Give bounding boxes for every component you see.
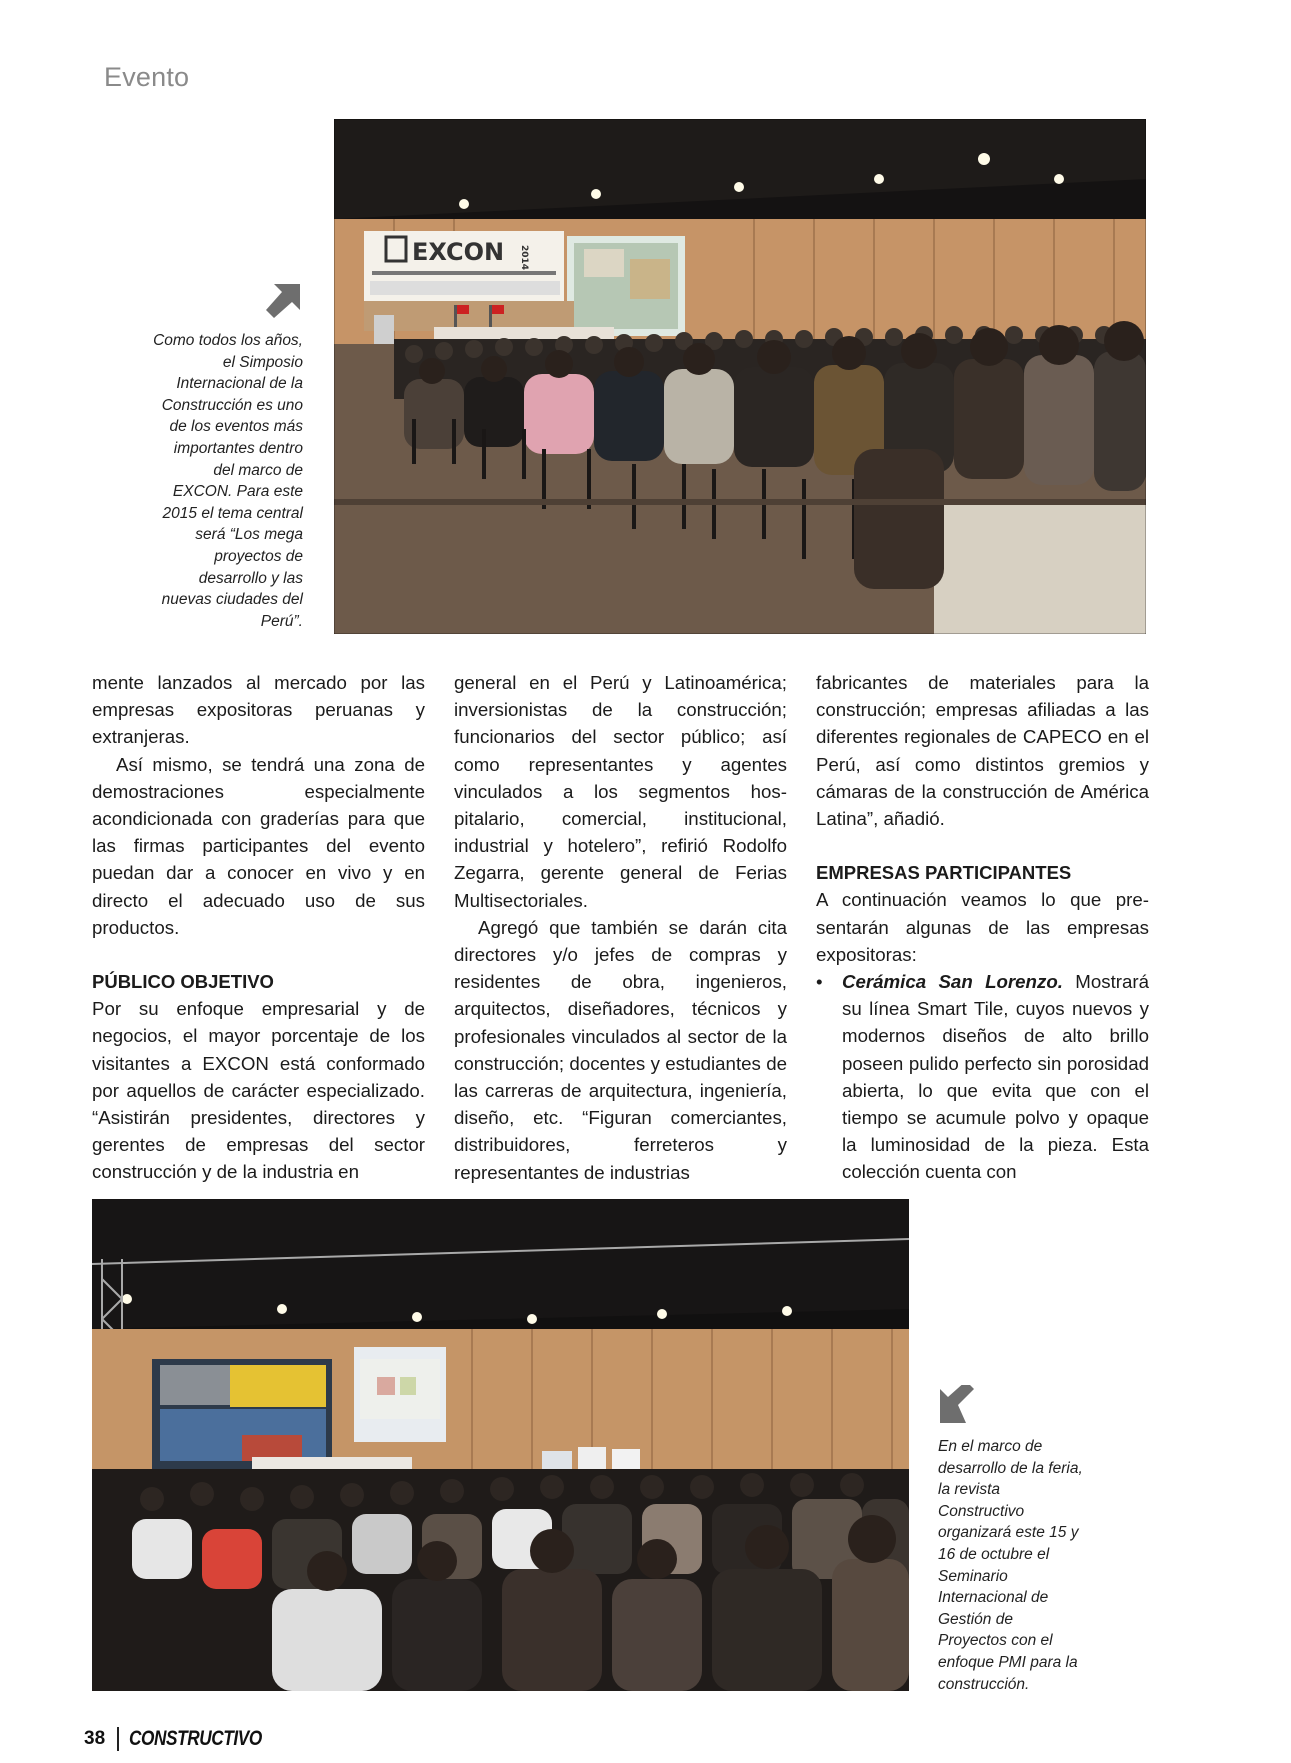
article-column-2 [454,669,787,1186]
paragraph: general en el Perú y Latinoamérica; inversionistas de la construcción; funcionarios del sector público; así como representantes y agentes vinculados a los segmentos hospitalario, comercial, institucional, industrial y hotelero”, refirió Rodolfo Zegarra, gerente general de Ferias Multisectoriales. [454,672,787,911]
paragraph: Agregó que también se darán cita directores y/o jefes de compras y residentes de obra, ingenieros, arquitectos, diseñadores, técnicos y profesionales vinculados al sector de la construcción; docentes y estudiantes de las carreras de arquitectura, ingeniería, diseño, etc. “Figuran comerciantes, distribuidores, ferreteros y representantes de industrias [454,916,787,1183]
article-column-1 [92,669,425,1186]
article-column-3 [816,669,1149,1186]
paragraph: Así mismo, se tendrá una zona de demostraciones especialmente acondicionada con graderías para que las firmas participantes del evento puedan dar a conocer en vivo y en directo el adecuado uso de sus productos. [92,753,425,938]
paragraph: mente lanzados al mercado por las empresas expositoras peruanas y extranjeras. [92,672,425,748]
banner-year-text: 2014 [519,245,529,271]
bullet-symbol: • [816,971,823,993]
section-label: Evento [104,62,190,92]
banner-excon-text: EXCON [412,238,505,266]
paragraph: A continuación veamos lo que presentarán algunas de las empresas expositoras: [816,889,1149,965]
paragraph: Por su enfoque empresarial y de negocios, el mayor porcentaje de los visitantes a EXCON está conformado por aquellos de carácter especializado. “Asistirán presidentes, directores y gerentes de empresas del sector construcción y de la industria en [92,998,425,1183]
paragraph: fabricantes de materiales para la construcción; empresas afiliadas a las diferentes regionales de CAPECO en el Perú, así como distintos gremios y cámaras de la construcción de América Latina”, añadió. [816,672,1149,830]
page-number: 38 [84,1728,106,1749]
magazine-name: CONSTRUCTIVO [128,1727,262,1750]
photo-top-caption: Como todos los años, el Simposio Internacional de la Construcción es uno de los eventos más importantes dentro del marco de EXCON. Para este 2015 el tema central será “Los mega proyectos de desarrollo y las nuevas ciudades del Perú”. [153,332,303,630]
heading-publico-objetivo: PÚBLICO OBJETIVO [92,971,274,993]
page-footer [84,1724,291,1754]
heading-empresas-participantes: EMPRESAS PARTICIPANTES [816,862,1072,884]
conference-photo-bottom [92,1199,909,1691]
bullet-text [842,968,1149,1186]
seminar-audience-illustration [92,1199,909,1691]
company-name: Cerámica San Lorenzo. [842,971,1063,993]
bullet-item-ceramica-san-lorenzo [816,968,1149,1186]
symposium-audience-illustration [334,119,1146,634]
bullet-body: Mostrará su línea Smart Tile, cuyos nuevos y modernos diseños de alto brillo poseen pulido perfecto sin porosidad abierta, lo que evita que con el tiempo se acumule polvo y opaque la luminosidad de la pieza. Esta colección cuenta con [842,971,1149,1183]
arrow-down-left-icon [936,1385,974,1423]
footer-divider [117,1727,119,1751]
photo-bottom-caption: En el marco de desarrollo de la feria, la revista Constructivo organizará este 15 y 16 de octubre el Seminario Internacional de Gestión de Proyectos con el enfoque PMI para la construcción. [938,1438,1083,1693]
conference-photo-top [334,119,1146,634]
arrow-up-right-icon [266,280,304,318]
